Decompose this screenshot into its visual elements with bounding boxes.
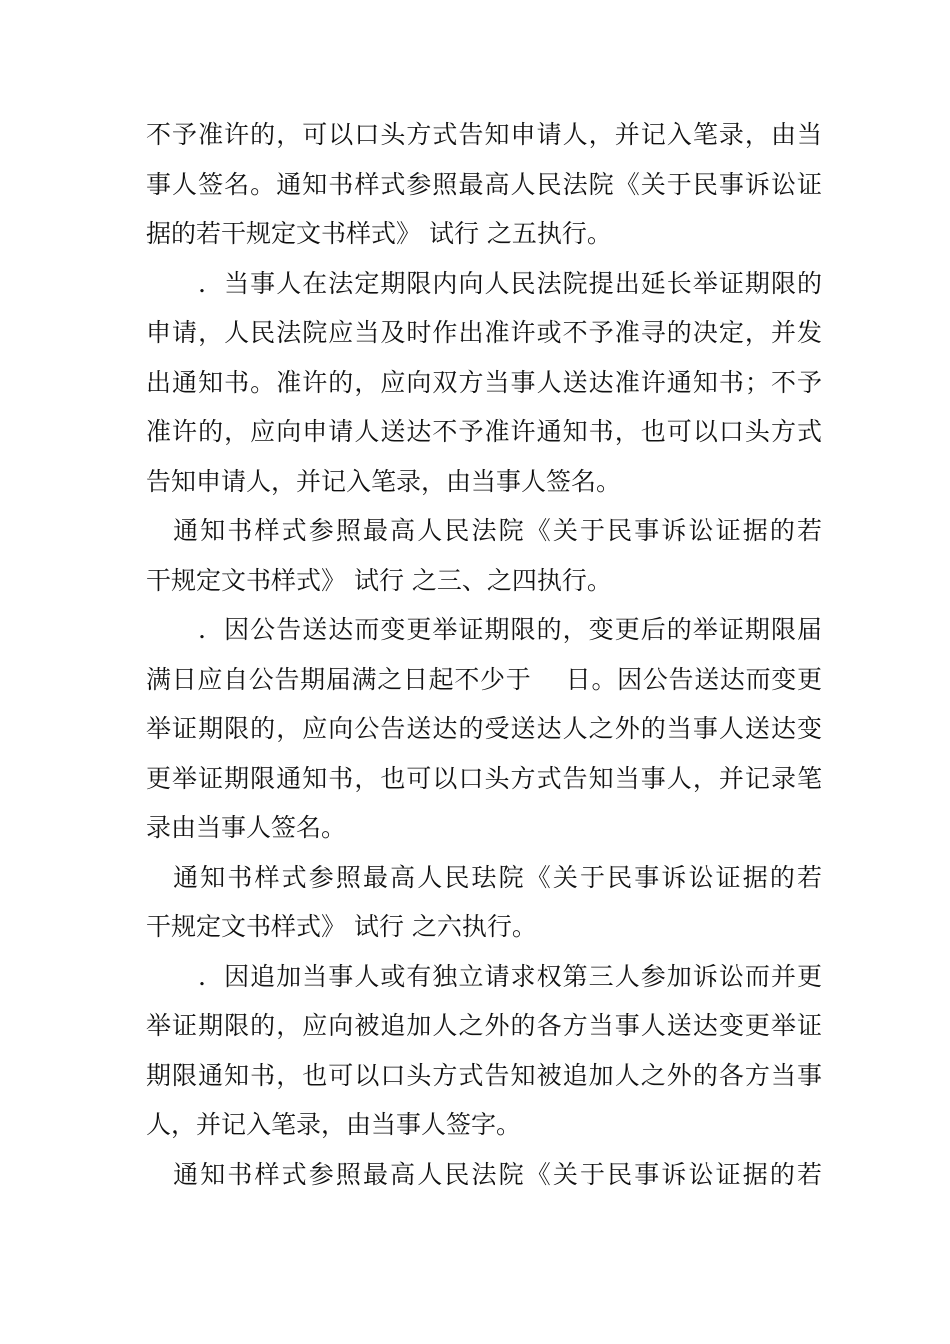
text-line-21: 人，并记入笔录，由当事人签字。 xyxy=(146,1110,522,1139)
text-line-13: 举证期限的，应向公告送达的受送达人之外的当事人送达变 xyxy=(146,714,822,743)
text-line-16: 通知书样式参照最高人民珐院《关于民事诉讼证据的若 xyxy=(146,862,822,892)
text-line-5: 申请，人民法院应当及时作出准许或不予准寻的决定，并发 xyxy=(146,318,822,347)
text-line-7: 准许的，应向申请人送达不予准许通知书，也可以口头方式 xyxy=(146,417,822,446)
text-line-6: 出通知书。准许的，应向双方当事人送达准许通知书；不予 xyxy=(146,367,822,397)
text-line-11: ．因公告送达而变更举证期限的，变更后的举证期限届 xyxy=(146,615,822,644)
document-page xyxy=(146,110,822,1199)
text-line-15: 录由当事人签名。 xyxy=(146,813,347,842)
text-line-22: 通知书样式参照最高人民法院《关于民事诉讼证据的若 xyxy=(146,1159,822,1189)
text-line-2: 事人签名。通知书样式参照最高人民法院《关于民事诉讼证 xyxy=(146,169,822,199)
text-line-9: 通知书样式参照最高人民法院《关于民事诉讼证据的若 xyxy=(146,516,822,545)
text-line-4: ．当事人在法定期限内向人民法院提出延长举证期限的 xyxy=(146,268,822,298)
text-line-3: 据的若干规定文书样式》 试行 之五执行。 xyxy=(146,219,612,248)
text-line-18: ．因追加当事人或有独立请求权第三人参加诉讼而并更 xyxy=(146,961,822,991)
text-line-10: 干规定文书样式》 试行 之三、之四执行。 xyxy=(146,565,612,595)
text-line-1: 不予准许的，可以口头方式告知申请人，并记入笔录，由当 xyxy=(146,120,822,149)
text-line-19: 举证期限的，应向被追加人之外的各方当事人送达变更举证 xyxy=(146,1011,822,1040)
text-line-20: 期限通知书，也可以口头方式告知被追加人之外的各方当事 xyxy=(146,1060,822,1090)
text-line-8: 告知申请人，并记入笔录，由当事人签名。 xyxy=(146,466,622,496)
text-line-14: 更举证期限通知书，也可以口头方式告知当事人，并记录笔 xyxy=(146,763,822,793)
text-line-17: 干规定文书样式》 试行 之六执行。 xyxy=(146,912,537,941)
text-line-12: 满日应自公告期届满之日起不少于 日。因公告送达而变更 xyxy=(146,664,822,694)
